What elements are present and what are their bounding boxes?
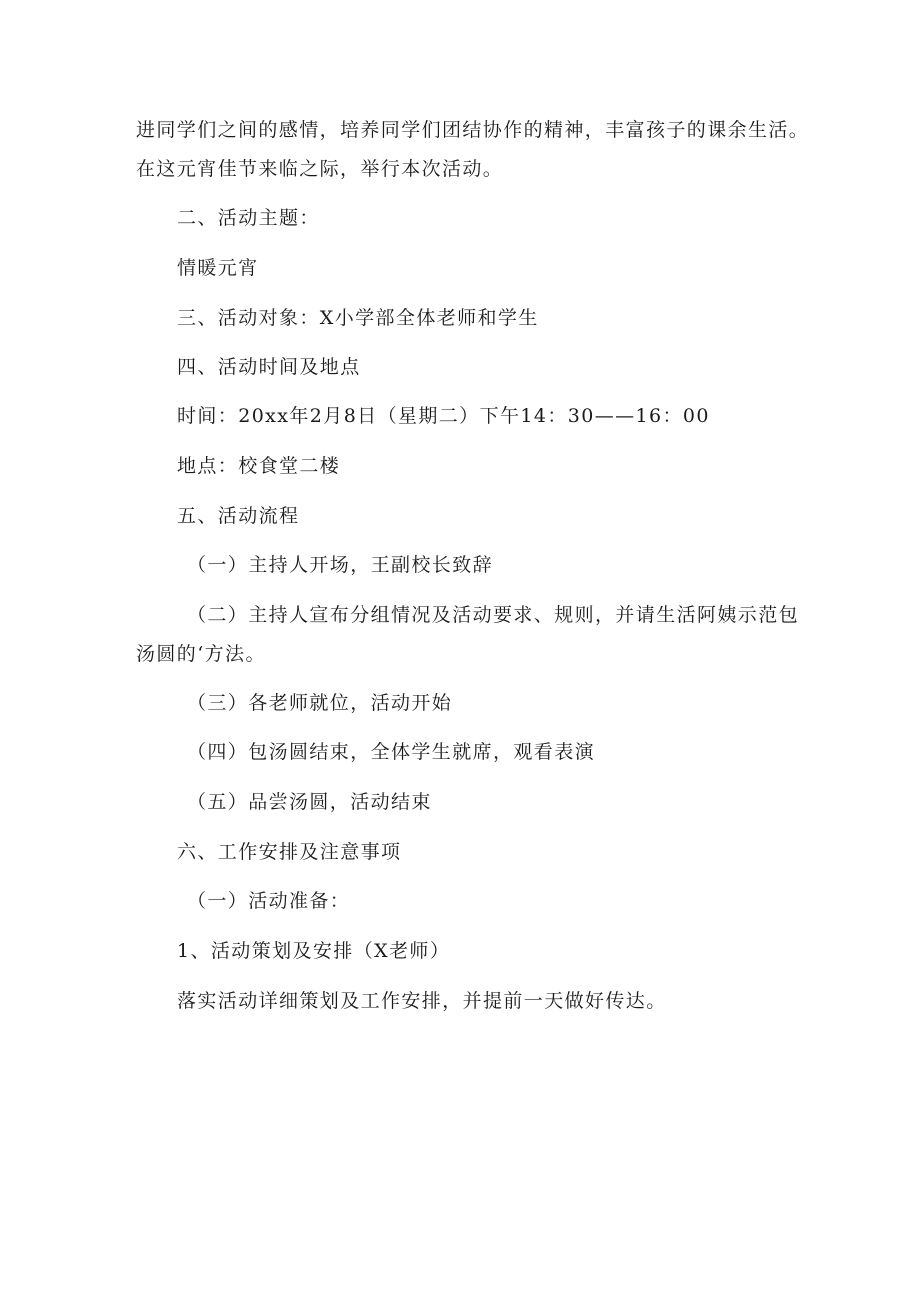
- activity-place-text: 地点：校食堂二楼: [177, 455, 341, 477]
- prep-item-1: 1、活动策划及安排（X老师）: [177, 940, 451, 962]
- process-step-5: （五）品尝汤圆，活动结束: [187, 791, 432, 813]
- heading-work-arrangement: 六、工作安排及注意事项: [177, 841, 402, 863]
- activity-theme-text: 情暖元宵: [177, 257, 259, 279]
- process-step-2-line-1: （二）主持人宣布分组情况及活动要求、规则，并请生活阿姨示范包: [187, 604, 800, 626]
- heading-activity-time-place: 四、活动时间及地点: [177, 356, 361, 378]
- heading-activity-process: 五、活动流程: [177, 505, 300, 527]
- process-step-3: （三）各老师就位，活动开始: [187, 692, 453, 714]
- process-step-1: （一）主持人开场，王副校长致辞: [187, 554, 494, 576]
- process-step-2-line-2: 汤圆的‘方法。: [136, 643, 266, 665]
- heading-activity-target: 三、活动对象：X小学部全体老师和学生: [177, 307, 539, 329]
- process-step-4: （四）包汤圆结束，全体学生就席，观看表演: [187, 741, 596, 763]
- activity-time-text: 时间：20xx年2月8日（星期二）下午14：30——16：00: [177, 405, 710, 427]
- prep-item-1-detail: 落实活动详细策划及工作安排，并提前一天做好传达。: [177, 990, 667, 1012]
- paragraph-intro-line-2: 在这元宵佳节来临之际，举行本次活动。: [136, 158, 504, 180]
- paragraph-intro-line-1: 进同学们之间的感情，培养同学们团结协作的精神，丰富孩子的课余生活。: [136, 119, 810, 141]
- heading-activity-theme: 二、活动主题：: [177, 207, 320, 229]
- subheading-activity-prep: （一）活动准备：: [187, 890, 351, 912]
